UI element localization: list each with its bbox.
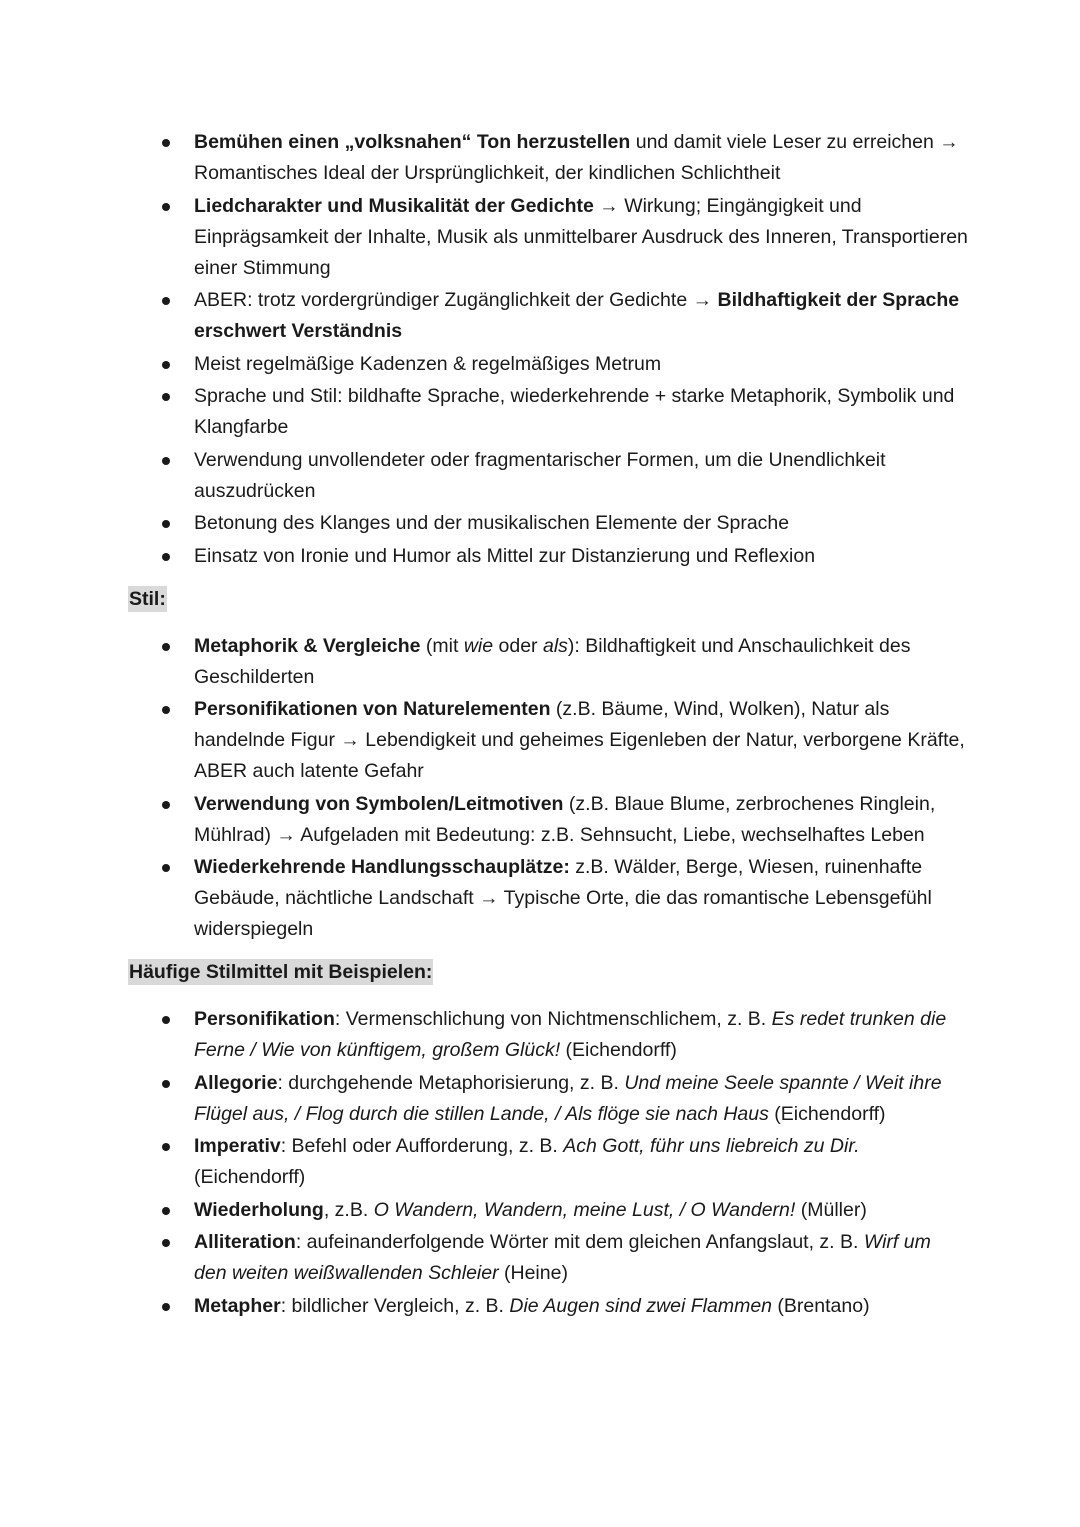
list-item <box>194 1068 968 1130</box>
text: z.B. Wälder, Berge, Wiesen, ruinenhafte Gebäude, nächtliche Landschaft → Typische Orte, die das romantische Lebensgefühl widerspiegeln <box>194 856 932 940</box>
text: (Eichendorff) <box>768 1102 886 1125</box>
stil-heading-row <box>128 586 968 612</box>
text: : durchgehende Metaphorisierung, z. B. <box>277 1071 625 1094</box>
text: (Eichendorff) <box>194 1166 306 1188</box>
bold-text: Bemühen einen „volksnahen“ Ton herzustellen <box>194 131 631 153</box>
text: Betonung des Klanges und der musikalischen Elemente der Sprache <box>194 512 790 534</box>
text: Sprache und Stil: bildhafte Sprache, wiederkehrende + starke Metaphorik, Symbolik und Klangfarbe <box>194 385 955 438</box>
text: → Wirkung; Eingängigkeit und Einprägsamkeit der Inhalte, Musik als unmittelbarer Ausdruck des Inneren, Transportieren einer Stimmung <box>194 194 968 279</box>
bold-text: Personifikation <box>194 1008 335 1030</box>
list-item <box>194 852 968 945</box>
bold-text: Liedcharakter und Musikalität der Gedichte <box>194 194 594 217</box>
list-item <box>194 541 968 572</box>
text: oder <box>493 634 543 657</box>
list-item <box>194 381 968 443</box>
text: und damit viele Leser zu erreichen → Romantisches Ideal der Ursprünglichkeit, der kindlichen Schlichtheit <box>194 131 959 184</box>
document-page <box>128 127 968 1323</box>
list-item <box>194 1291 968 1322</box>
italic-text: als <box>542 634 568 657</box>
text: (Brentano) <box>772 1294 870 1317</box>
bold-text: Verwendung von Symbolen/Leitmotiven <box>194 792 564 815</box>
text: (Heine) <box>498 1262 568 1284</box>
section-heading-stil: Stil: <box>129 587 166 610</box>
italic-text: Die Augen sind zwei Flammen <box>509 1294 773 1317</box>
text: Einsatz von Ironie und Humor als Mittel zur Distanzierung und Reflexion <box>194 544 816 567</box>
bold-text: Wiederholung <box>194 1198 324 1221</box>
bold-text: Bildhaftigkeit der Sprache erschwert Verständnis <box>194 289 960 342</box>
intro-list <box>128 127 968 572</box>
list-item <box>194 285 968 347</box>
list-item <box>194 1195 968 1226</box>
text: (Müller) <box>795 1198 867 1221</box>
bold-text: Wiederkehrende Handlungsschauplätze: <box>194 856 570 878</box>
text: : bildlicher Vergleich, z. B. <box>280 1294 510 1317</box>
text: ABER: trotz vordergründiger Zugänglichkeit der Gedichte → <box>194 289 718 311</box>
list-item <box>194 1004 968 1066</box>
italic-text: Es redet trunken die Ferne / Wie von künftigem, großem Glück! <box>194 1008 947 1061</box>
text: (mit <box>420 634 464 657</box>
text: (z.B. Bäume, Wind, Wolken), Natur als handelnde Figur → Lebendigkeit und geheimes Eigenleben der Natur, verborgene Kräfte, ABER auch latente Gefahr <box>194 698 965 782</box>
list-item <box>194 694 968 787</box>
list-item <box>194 508 968 539</box>
list-item <box>194 631 968 693</box>
stil-list <box>128 631 968 946</box>
text: (z.B. Blaue Blume, zerbrochenes Ringlein, Mühlrad) → Aufgeladen mit Bedeutung: z.B. Sehnsucht, Liebe, wechselhaftes Leben <box>194 792 936 846</box>
italic-text: Und meine Seele spannte / Weit ihre Flügel aus, / Flog durch die stillen Lande, / Als flöge sie nach Haus <box>194 1071 942 1125</box>
list-item <box>194 789 968 851</box>
stilmittel-heading-row <box>128 959 968 985</box>
section-heading-stilmittel: Häufige Stilmittel mit Beispielen: <box>129 961 433 983</box>
stilmittel-list <box>128 1004 968 1322</box>
bold-text: Imperativ <box>194 1135 281 1157</box>
italic-text: O Wandern, Wandern, meine Lust, / O Wandern! <box>373 1198 796 1221</box>
text: ): Bildhaftigkeit und Anschaulichkeit des Geschilderten <box>194 634 911 688</box>
italic-text: wie <box>463 634 494 657</box>
italic-text: Wirf um den weiten weißwallenden Schleier <box>194 1231 931 1284</box>
text: Verwendung unvollendeter oder fragmentarischer Formen, um die Unendlichkeit auszudrücken <box>194 448 886 502</box>
bold-text: Metaphorik & Vergleiche <box>194 634 421 657</box>
list-item <box>194 349 968 380</box>
text: , z.B. <box>323 1198 374 1221</box>
italic-text: Ach Gott, führ uns liebreich zu Dir. <box>563 1135 860 1157</box>
bold-text: Metapher <box>194 1294 281 1317</box>
bold-text: Personifikationen von Naturelementen <box>194 698 551 720</box>
text: : Vermenschlichung von Nichtmenschlichem, z. B. <box>334 1008 772 1030</box>
text: Meist regelmäßige Kadenzen & regelmäßiges Metrum <box>194 352 662 375</box>
list-item <box>194 127 968 189</box>
text: (Eichendorff) <box>560 1039 677 1061</box>
list-item <box>194 1131 968 1193</box>
bold-text: Allegorie <box>194 1071 278 1094</box>
bold-text: Alliteration <box>194 1231 296 1253</box>
list-item <box>194 445 968 507</box>
text: : aufeinanderfolgende Wörter mit dem gleichen Anfangslaut, z. B. <box>295 1231 864 1253</box>
list-item <box>194 191 968 284</box>
list-item <box>194 1227 968 1289</box>
text: : Befehl oder Aufforderung, z. B. <box>280 1135 564 1157</box>
